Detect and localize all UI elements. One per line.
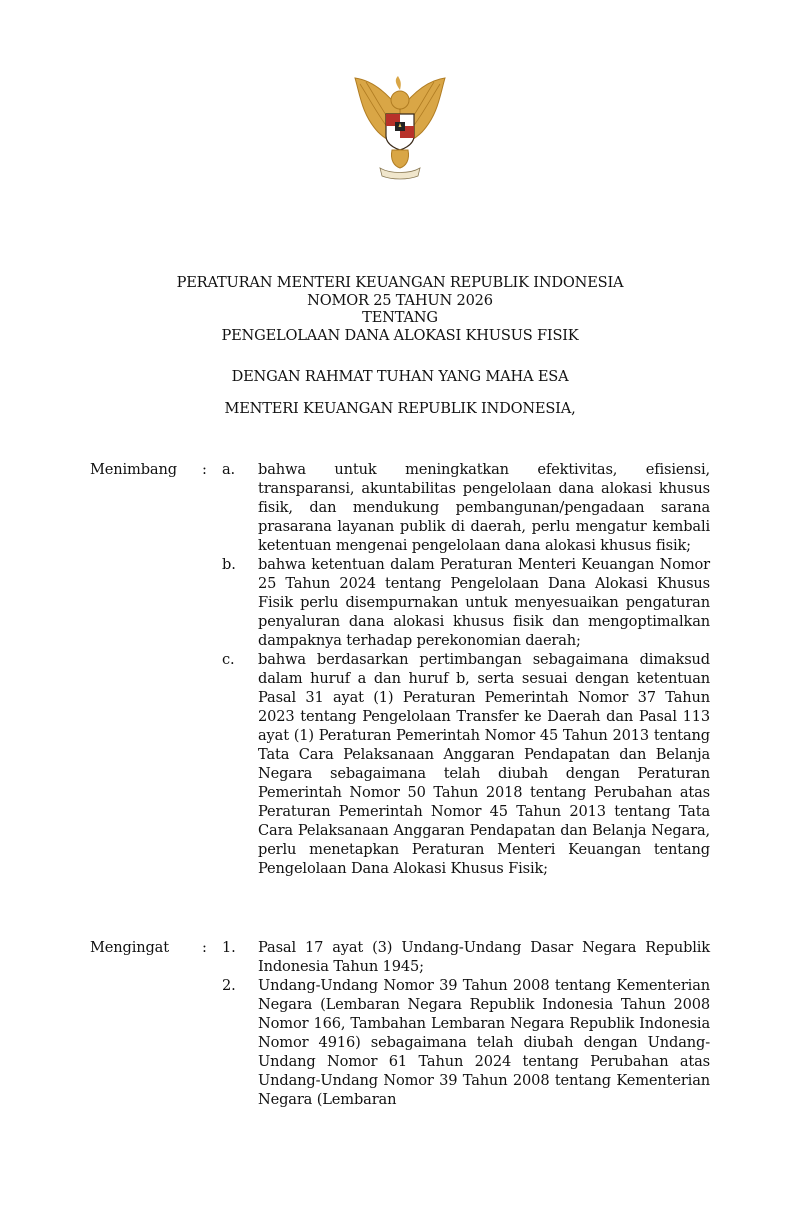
menimbang-item <box>90 650 710 878</box>
menimbang-item <box>90 460 710 555</box>
mengingat-label: Mengingat <box>90 939 169 956</box>
item-text: Undang-Undang Nomor 39 Tahun 2008 tentang Kementerian Negara (Lembaran Negara Republik Indonesia Tahun 2008 Nomor 166, Tambahan Lembaran Negara Republik Indonesia Nomor 4916) sebagaimana telah diubah dengan Undang-Undang Nomor 61 Tahun 2024 tentang Perubahan atas Undang-Undang Nomor 39 Tahun 2008 tentang Kementerian Negara (Lembaran <box>258 977 710 1108</box>
item-marker: 1. <box>222 939 236 956</box>
item-marker: 2. <box>222 977 236 994</box>
minister-line: MENTERI KEUANGAN REPUBLIK INDONESIA, <box>224 400 576 417</box>
title-line-4: PENGELOLAAN DANA ALOKASI KHUSUS FISIK <box>221 326 579 344</box>
menimbang-label: Menimbang <box>90 461 177 478</box>
menimbang-colon: : <box>202 461 207 478</box>
menimbang-item <box>90 555 710 650</box>
mengingat-item <box>90 938 710 976</box>
mengingat-section <box>90 938 710 1109</box>
mengingat-colon: : <box>202 939 207 956</box>
title-line-1: PERATURAN MENTERI KEUANGAN REPUBLIK INDONESIA <box>176 274 624 291</box>
garuda-emblem-icon <box>350 70 450 182</box>
item-text: bahwa ketentuan dalam Peraturan Menteri Keuangan Nomor 25 Tahun 2024 tentang Pengelolaan Dana Alokasi Khusus Fisik perlu disempurnakan untuk menyesuaikan pengaturan penyaluran dana alokasi khusus fisik dan mengoptimalkan dampaknya terhadap perekonomian daerah; <box>258 556 710 649</box>
item-marker: a. <box>222 461 236 478</box>
greeting-line: DENGAN RAHMAT TUHAN YANG MAHA ESA <box>231 368 569 385</box>
item-text: bahwa berdasarkan pertimbangan sebagaimana dimaksud dalam huruf a dan huruf b, serta sesuai dengan ketentuan Pasal 31 ayat (1) Peraturan Pemerintah Nomor 37 Tahun 2023 tentang Pengelolaan Transfer ke Daerah dan Pasal 113 ayat (1) Peraturan Pemerintah Nomor 45 Tahun 2013 tentang Tata Cara Pelaksanaan Anggaran Pendapatan dan Belanja Negara sebagaimana telah diubah dengan Peraturan Pemerintah Nomor 50 Tahun 2018 tentang Perubahan atas Peraturan Pemerintah Nomor 45 Tahun 2013 tentang Tata Cara Pelaksanaan Anggaran Pendapatan dan Belanja Negara, perlu menetapkan Peraturan Menteri Keuangan tentang Pengelolaan Dana Alokasi Khusus Fisik; <box>258 651 710 877</box>
menimbang-section <box>90 460 710 878</box>
item-marker: c. <box>222 651 235 668</box>
mengingat-item <box>90 976 710 1109</box>
title-line-2: NOMOR 25 TAHUN 2026 <box>307 291 493 309</box>
item-text: bahwa untuk meningkatkan efektivitas, efisiensi, transparansi, akuntabilitas pengelolaan dana alokasi khusus fisik, dan mendukung pembangunan/pengadaan sarana prasarana layanan publik di daerah, perlu mengatur kembali ketentuan mengenai pengelolaan dana alokasi khusus fisik; <box>258 461 710 554</box>
title-line-3: TENTANG <box>362 309 438 326</box>
regulation-title <box>0 274 800 344</box>
item-text: Pasal 17 ayat (3) Undang-Undang Dasar Negara Republik Indonesia Tahun 1945; <box>258 939 710 975</box>
item-marker: b. <box>222 556 236 573</box>
